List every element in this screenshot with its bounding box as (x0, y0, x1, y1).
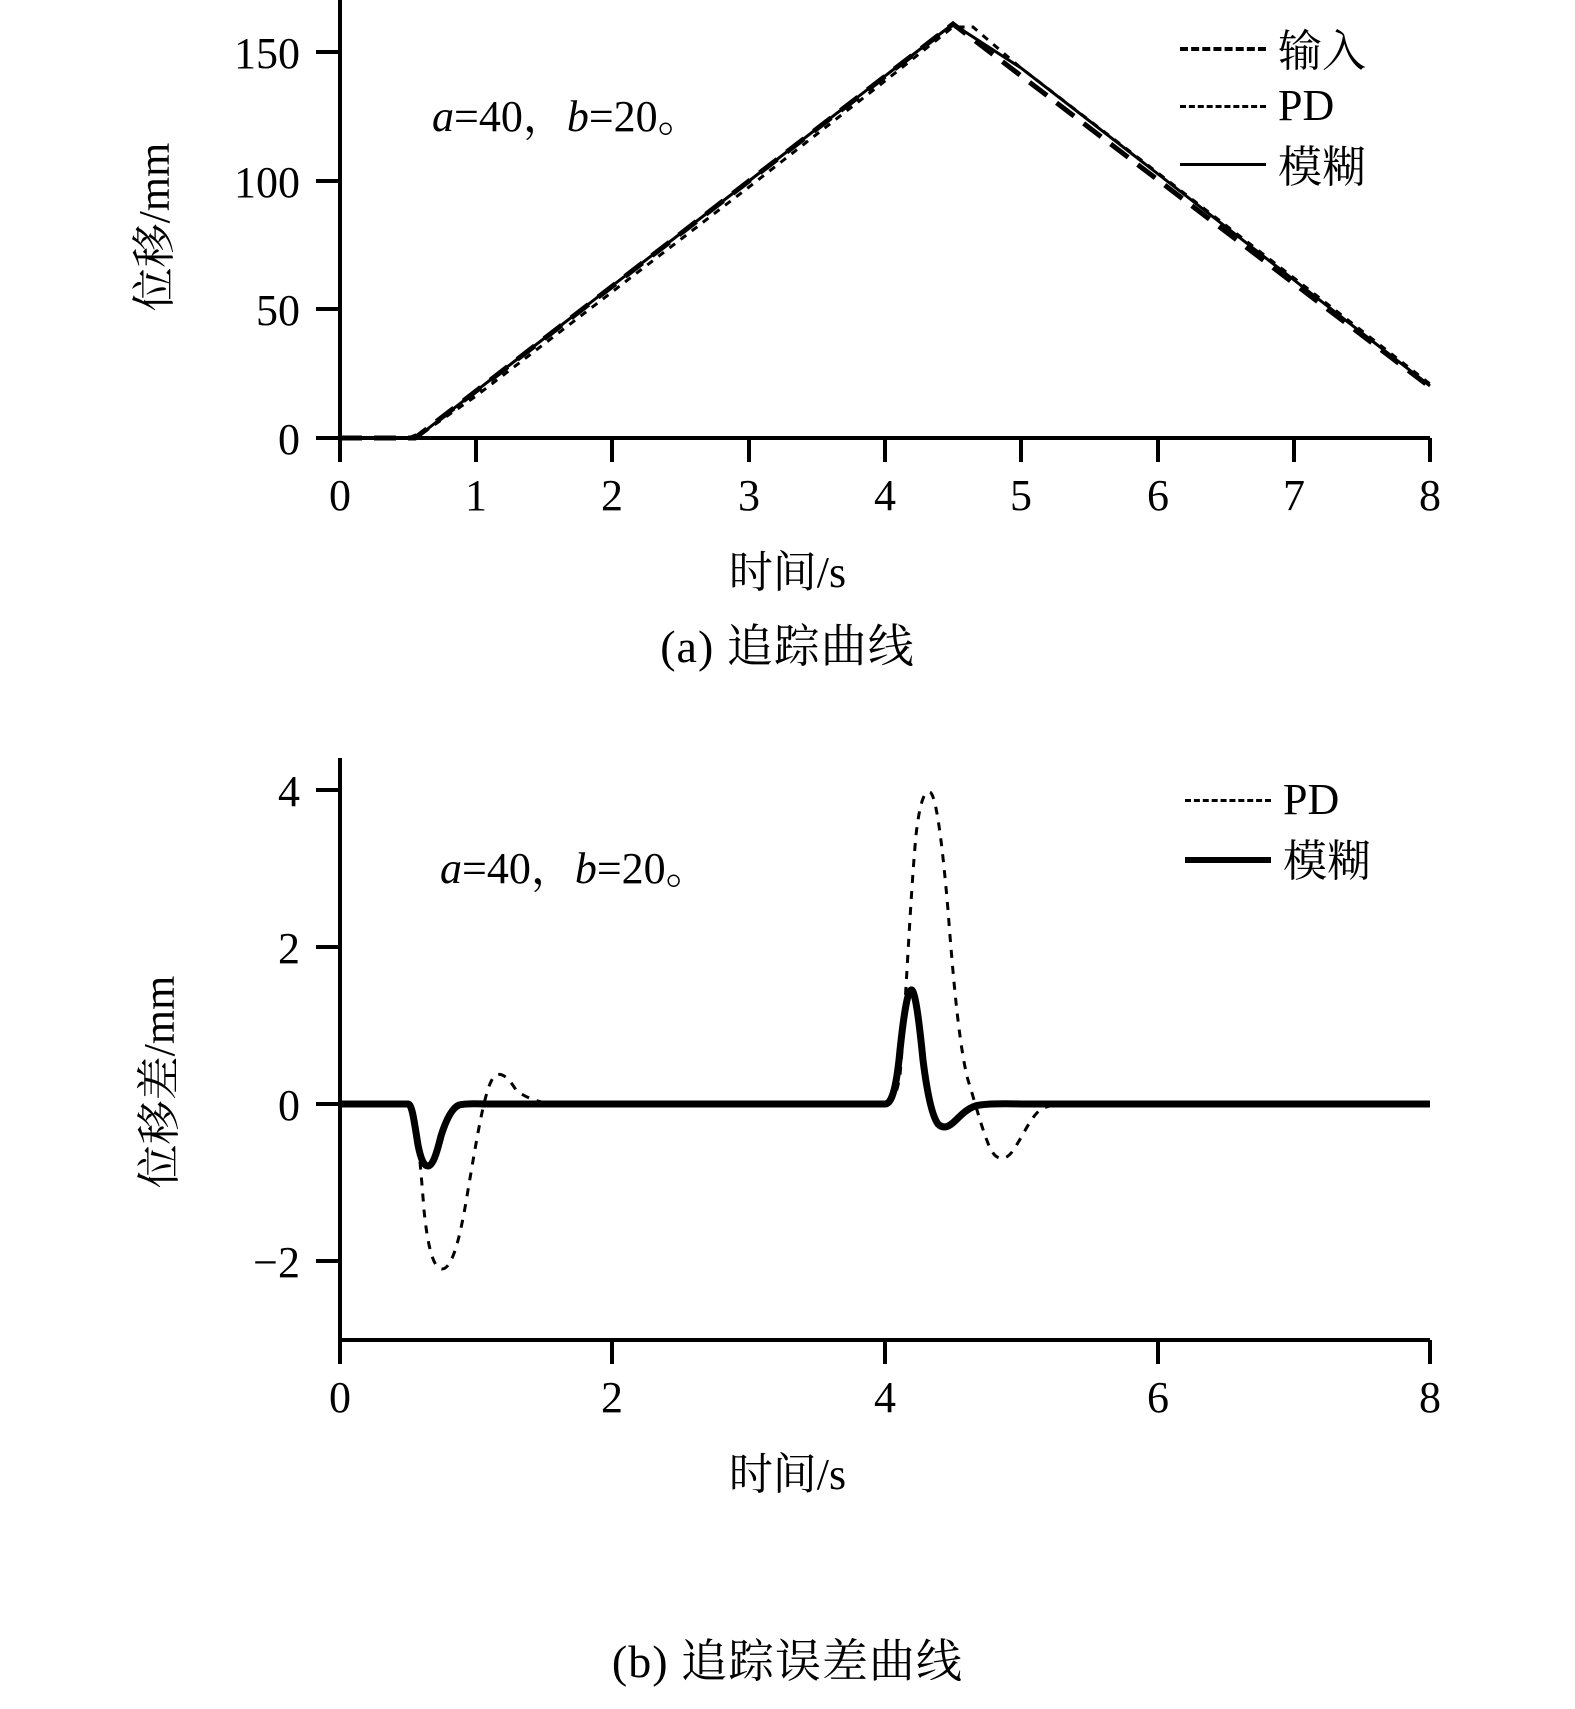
panel-b-xtick-4: 4 (874, 1373, 896, 1422)
panel-a-x-axis-title: 时间/s (728, 548, 847, 597)
panel-b-ytick-0: 0 (278, 1081, 300, 1130)
panel-a-legend (1180, 18, 1366, 192)
panel-a-annotation: a=40，b=20。 (432, 92, 702, 141)
panel-a-caption: (a) 追踪曲线 (660, 621, 915, 672)
panel-a-xtick-1: 1 (465, 471, 487, 520)
legend-item-pd-b (1185, 770, 1371, 828)
legend-label-pd-b: PD (1283, 774, 1340, 824)
legend-item-pd (1180, 76, 1366, 134)
panel-a-ytick-0: 0 (278, 415, 300, 464)
panel-a-y-axis-title: 位移/mm (130, 142, 179, 312)
legend-label-fuzzy-b: 模糊 (1283, 837, 1371, 886)
legend-line-dotted-icon (1180, 95, 1266, 115)
panel-a-xtick-4: 4 (874, 471, 896, 520)
panel-b-legend (1185, 770, 1371, 886)
panel-b-annotation: a=40，b=20。 (440, 844, 710, 893)
panel-a-xtick-7: 7 (1283, 471, 1305, 520)
legend-line-solid-icon (1180, 153, 1266, 173)
panel-b-caption: (b) 追踪误差曲线 (611, 1636, 964, 1687)
legend-item-fuzzy-b (1185, 828, 1371, 886)
panel-b-ytick-2: 2 (278, 924, 300, 973)
panel-b-xtick-2: 2 (601, 1373, 623, 1422)
legend-line-solid-thick-icon (1185, 847, 1271, 867)
chart-panel-b (0, 720, 1575, 1709)
panel-b-x-axis-title: 时间/s (728, 1450, 847, 1499)
panel-b-xtick-6: 6 (1147, 1373, 1169, 1422)
legend-line-dotted-icon (1185, 789, 1271, 809)
chart-panel-a (0, 0, 1575, 720)
legend-label-pd: PD (1278, 80, 1335, 130)
panel-a-xtick-8: 8 (1419, 471, 1441, 520)
panel-a-xtick-0: 0 (329, 471, 351, 520)
panel-a-ytick-100: 100 (234, 158, 300, 207)
legend-item-fuzzy (1180, 134, 1366, 192)
panel-a-xtick-5: 5 (1010, 471, 1032, 520)
panel-a-xtick-2: 2 (601, 471, 623, 520)
series-fuzzy-error-line (340, 990, 1430, 1166)
panel-a-xtick-6: 6 (1147, 471, 1169, 520)
panel-a-ytick-50: 50 (256, 286, 300, 335)
panel-b-ytick-4: 4 (278, 767, 300, 816)
panel-b-xtick-0: 0 (329, 1373, 351, 1422)
legend-label-fuzzy: 模糊 (1278, 143, 1366, 192)
legend-line-dashed-icon (1180, 37, 1266, 57)
panel-b-y-axis-title: 位移差/mm (135, 975, 184, 1189)
panel-b-ytick-neg2: −2 (253, 1238, 300, 1287)
panel-a-ytick-150: 150 (234, 29, 300, 78)
panel-a-xtick-3: 3 (738, 471, 760, 520)
panel-b-xtick-8: 8 (1419, 1373, 1441, 1422)
legend-label-input: 输入 (1278, 27, 1366, 76)
legend-item-input (1180, 18, 1366, 76)
